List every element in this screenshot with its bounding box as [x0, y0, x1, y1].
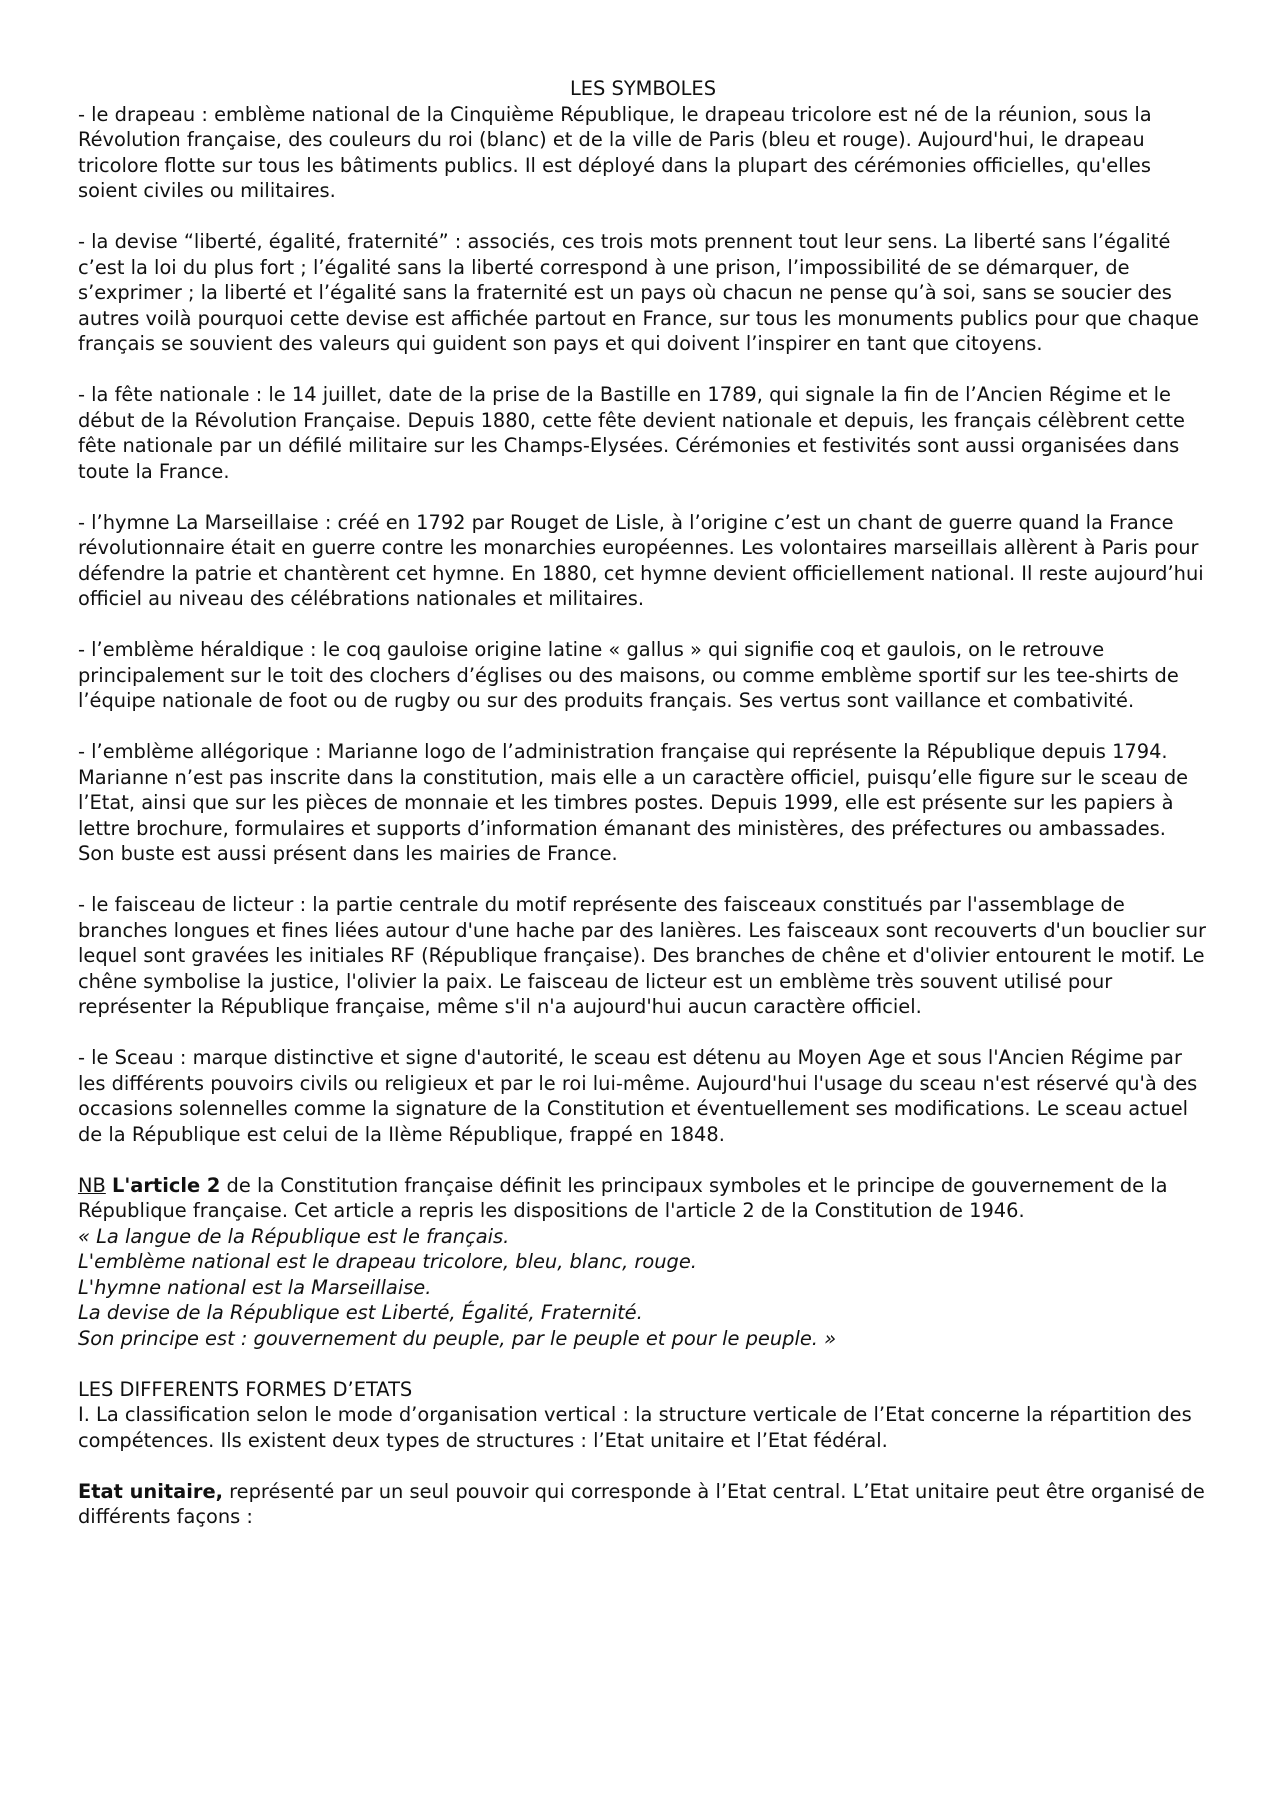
paragraph-faisceau: - le faisceau de licteur : la partie centrale du motif représente des faisceaux constitués par l'assemblage de branches longues et fines liées autour d'une hache par des lanières. Les faisceaux sont recouverts d'un bouclier sur lequel sont gravées les initiales RF (République française). Des branches de chêne et d'olivier entourent le motif. Le chêne symbolise la justice, l'olivier la paix. Le faisceau de licteur est un emblème très souvent utilisé pour représenter la République française, même s'il n'a aujourd'hui aucun caractère officiel. [78, 893, 1206, 1018]
nb-paragraph [78, 1173, 1208, 1224]
etats-section [78, 1377, 1208, 1454]
paragraph-marianne: - l’emblème allégorique : Marianne logo de l’administration française qui représente la République depuis 1794. Marianne n’est pas inscrite dans la constitution, mais elle a un caractère officiel, puisqu’elle figure sur le sceau de l’Etat, ainsi que sur les pièces de monnaie et les timbres postes. Depuis 1999, elle est présente sur les papiers à lettre brochure, formulaires et supports d’information émanant des ministères, des préfectures ou ambassades. Son buste est aussi présent dans les mairies de France. [78, 740, 1189, 865]
quote-line: L'emblème national est le drapeau tricolore, bleu, blanc, rouge. [78, 1250, 697, 1273]
quote-line: « La langue de la République est le français. [78, 1224, 510, 1248]
paragraph-coq: - l’emblème héraldique : le coq gauloise origine latine « gallus » qui signifie coq et gaulois, on le retrouve principalement sur le toit des clochers d’églises ou des maisons, ou comme emblème sportif sur les tee-shirts de l’équipe nationale de foot ou de rugby ou sur des produits français. Ses vertus sont vaillance et combativité. [78, 638, 1179, 712]
paragraph-fete-nationale: - la fête nationale : le 14 juillet, date de la prise de la Bastille en 1789, qui signale la fin de l’Ancien Régime et le début de la Révolution Française. Depuis 1880, cette fête devient nationale et depuis, les français célèbrent cette fête nationale par un défilé militaire sur les Champs-Elysées. Cérémonies et festivités sont aussi organisées dans toute la France. [78, 383, 1185, 483]
etat-unitaire-bold: Etat unitaire, [78, 1479, 223, 1503]
paragraph-sceau: - le Sceau : marque distinctive et signe d'autorité, le sceau est détenu au Moyen Age et sous l'Ancien Régime par les différents pouvoirs civils ou religieux et par le roi lui-même. Aujourd'hui l'usage du sceau n'est réservé qu'à des occasions solennelles comme la signature de la Constitution et éventuellement ses modifications. Le sceau actuel de la République est celui de la IIème République, frappé en 1848. [78, 1046, 1198, 1146]
document-page [78, 76, 1208, 1555]
nb-block [78, 1173, 1208, 1352]
quote-line: L'hymne national est la Marseillaise. [78, 1275, 432, 1299]
etat-unitaire-paragraph [78, 1479, 1208, 1530]
nb-label: NB [78, 1173, 106, 1197]
etats-heading: LES DIFFERENTS FORMES D’ETATS [78, 1377, 413, 1401]
nb-text: de la Constitution française définit les principaux symboles et le principe de gouvernement de la République française. Cet article a repris les dispositions de l'article 2 de la Constitution de 1946. [78, 1173, 1168, 1222]
paragraph-devise: - la devise “liberté, égalité, fraternité” : associés, ces trois mots prennent tout leur sens. La liberté sans l’égalité c’est la loi du plus fort ; l’égalité sans la liberté correspond à une prison, l’impossibilité de se démarquer, de s’exprimer ; la liberté et l’égalité sans la fraternité est un pays où chacun ne pense qu’à soi, sans se soucier des autres voilà pourquoi cette devise est affichée partout en France, sur tous les monuments publics pour que chaque français se souvient des valeurs qui guident son pays et qui doivent l’inspirer en tant que citoyens. [78, 230, 1199, 355]
etat-unitaire-text: représenté par un seul pouvoir qui corresponde à l’Etat central. L’Etat unitaire peut être organisé de différents façons : [78, 1479, 1205, 1528]
etats-intro: I. La classification selon le mode d’organisation vertical : la structure verticale de l’Etat concerne la répartition des compétences. Ils existent deux types de structures : l’Etat unitaire et l’Etat fédéral. [78, 1403, 1192, 1452]
nb-article-bold: L'article 2 [111, 1173, 221, 1197]
quote-line: La devise de la République est Liberté, Égalité, Fraternité. [78, 1301, 643, 1324]
paragraph-hymne: - l’hymne La Marseillaise : créé en 1792 par Rouget de Lisle, à l’origine c’est un chant de guerre quand la France révolutionnaire était en guerre contre les monarchies européennes. Les volontaires marseillais allèrent à Paris pour défendre la patrie et chantèrent cet hymne. En 1880, cet hymne devient officiellement national. Il reste aujourd’hui officiel au niveau des célébrations nationales et militaires. [78, 510, 1204, 610]
paragraph-drapeau: - le drapeau : emblème national de la Cinquième République, le drapeau tricolore est né de la réunion, sous la Révolution française, des couleurs du roi (blanc) et de la ville de Paris (bleu et rouge). Aujourd'hui, le drapeau tricolore flotte sur tous les bâtiments publics. Il est déployé dans la plupart des cérémonies officielles, qu'elles soient civiles ou militaires. [78, 102, 1152, 202]
page-title: LES SYMBOLES [570, 77, 716, 100]
quote-line: Son principe est : gouvernement du peuple, par le peuple et pour le peuple. » [78, 1326, 837, 1350]
